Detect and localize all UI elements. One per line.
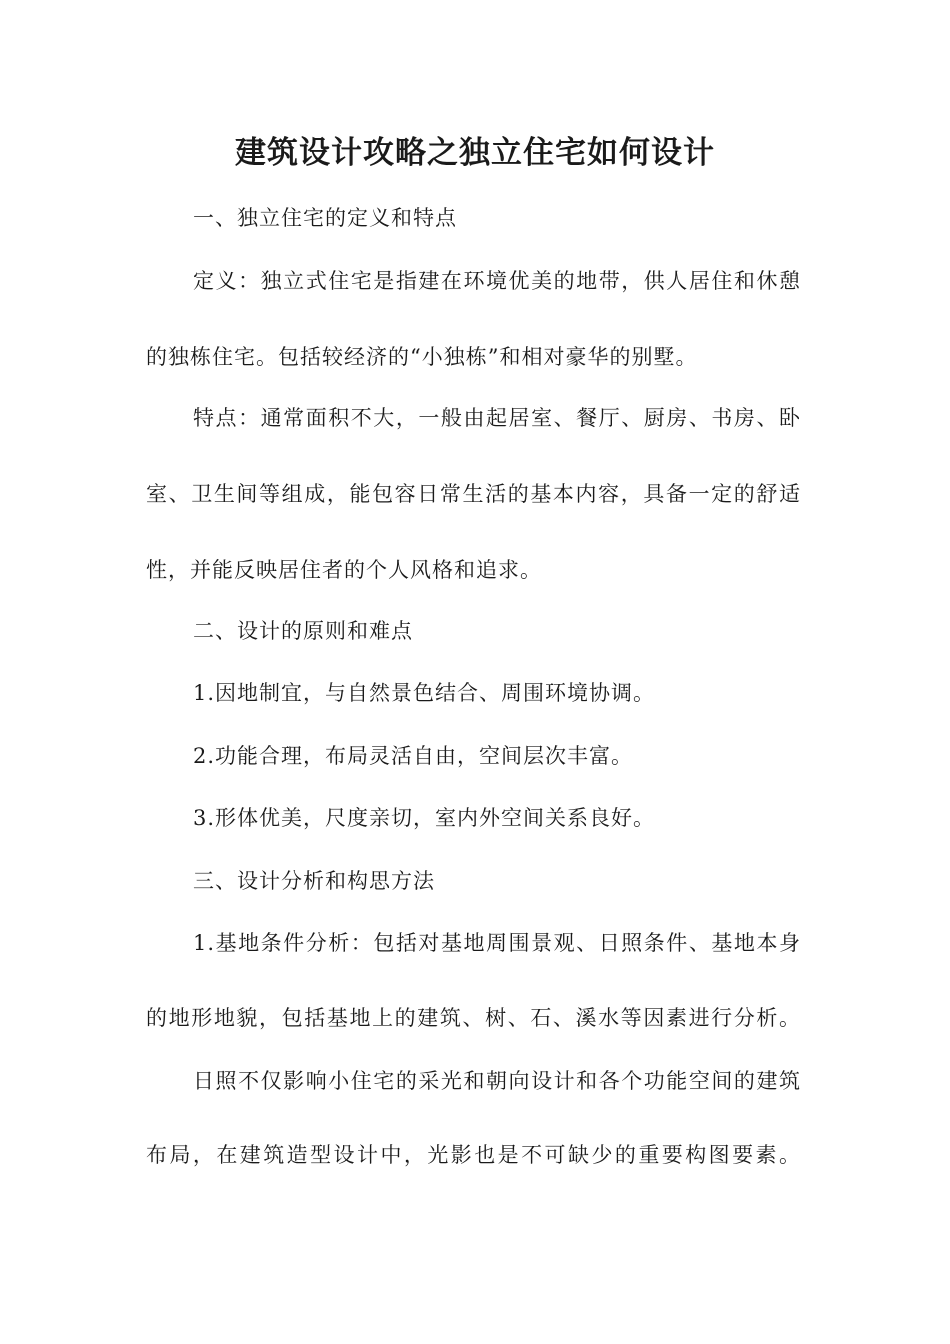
paragraph-line: 布局，在建筑造型设计中，光影也是不可缺少的重要构图要素。 <box>146 1143 801 1167</box>
list-item: 1.因地制宜，与自然景色结合、周围环境协调。 <box>193 681 656 705</box>
paragraph-line: 特点：通常面积不大，一般由起居室、餐厅、厨房、书房、卧 <box>193 406 801 430</box>
paragraph-line: 日照不仅影响小住宅的采光和朝向设计和各个功能空间的建筑 <box>193 1069 801 1093</box>
document-title: 建筑设计攻略之独立住宅如何设计 <box>235 135 715 171</box>
paragraph-line: 室、卫生间等组成，能包容日常生活的基本内容，具备一定的舒适 <box>146 482 801 506</box>
heading-section-3: 三、设计分析和构思方法 <box>193 869 435 893</box>
paragraph-line: 的独栋住宅。包括较经济的“小独栋”和相对豪华的别墅。 <box>146 345 698 369</box>
paragraph-line: 的地形地貌，包括基地上的建筑、树、石、溪水等因素进行分析。 <box>146 1006 801 1030</box>
heading-section-2: 二、设计的原则和难点 <box>193 619 413 643</box>
list-item: 2.功能合理，布局灵活自由，空间层次丰富。 <box>193 744 634 768</box>
paragraph-line: 1.基地条件分析：包括对基地周围景观、日照条件、基地本身 <box>193 931 801 955</box>
heading-section-1: 一、独立住宅的定义和特点 <box>193 206 457 230</box>
list-item: 3.形体优美，尺度亲切，室内外空间关系良好。 <box>193 806 656 830</box>
paragraph-line: 定义：独立式住宅是指建在环境优美的地带，供人居住和休憩 <box>193 269 801 293</box>
paragraph-line: 性，并能反映居住者的个人风格和追求。 <box>146 558 542 582</box>
